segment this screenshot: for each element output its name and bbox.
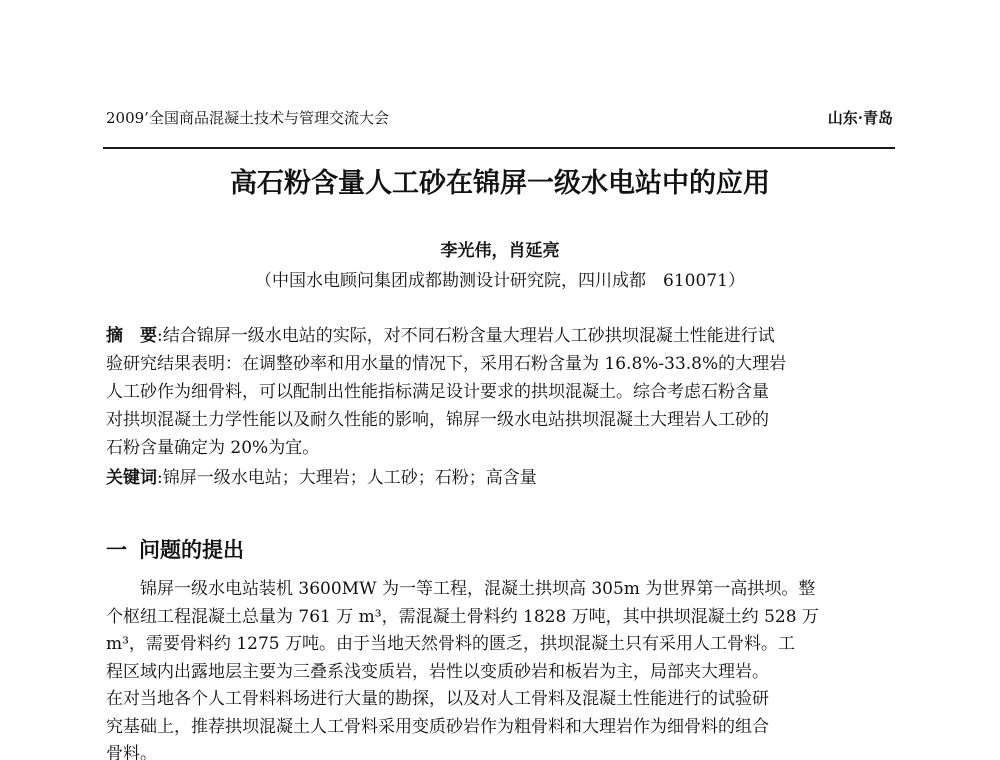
body-line: 个枢纽工程混凝土总量为 761 万 m³，需混凝土骨料约 1828 万吨，其中拱坝混凝土约 528 万: [106, 606, 819, 627]
section-title: 问题的提出: [139, 537, 244, 562]
keywords-text: :锦屏一级水电站；大理岩；人工砂；石粉；高含量: [157, 468, 537, 488]
paper-title: 高石粉含量人工砂在锦屏一级水电站中的应用: [230, 168, 770, 199]
abstract: [106, 322, 896, 462]
abstract-label: 摘 要: [106, 326, 157, 346]
section-heading: [106, 534, 244, 566]
conference-name: 2009’全国商品混凝土技术与管理交流大会: [106, 109, 389, 127]
keywords: [106, 464, 896, 492]
section-body: [106, 576, 896, 760]
body-line: 在对当地各个人工骨料料场进行大量的勘探，以及对人工骨料及混凝土性能进行的试验研: [106, 689, 769, 709]
header-rule: [103, 147, 895, 149]
abstract-line: 验研究结果表明：在调整砂率和用水量的情况下，采用石粉含量为 16.8%-33.8%的大理岩: [106, 354, 787, 374]
running-header: [103, 106, 893, 130]
section-number: 一: [106, 537, 127, 562]
conference-location: 山东·青岛: [827, 109, 893, 127]
body-line: 究基础上，推荐拱坝混凝土人工骨料采用变质砂岩作为粗骨料和大理岩作为细骨料的组合: [106, 716, 769, 737]
body-line: 程区域内出露地层主要为三叠系浅变质岩，岩性以变质砂岩和板岩为主，局部夹大理岩。: [106, 661, 769, 682]
abstract-line: 人工砂作为细骨料，可以配制出性能指标满足设计要求的拱坝混凝土。综合考虑石粉含量: [106, 382, 769, 402]
author-affiliation: （中国水电顾问集团成都勘测设计研究院，四川成都 610071）: [255, 271, 745, 291]
abstract-text: :结合锦屏一级水电站的实际，对不同石粉含量大理岩人工砂拱坝混凝土性能进行试: [157, 326, 775, 346]
body-line: 锦屏一级水电站装机 3600MW 为一等工程，混凝土拱坝高 305m 为世界第一高拱坝。整: [140, 579, 816, 599]
keywords-label: 关键词: [106, 468, 157, 488]
abstract-line: 对拱坝混凝土力学性能以及耐久性能的影响，锦屏一级水电站拱坝混凝土大理岩人工砂的: [106, 410, 769, 430]
body-line: 骨料。: [106, 744, 157, 760]
body-line: m³，需要骨料约 1275 万吨。由于当地天然骨料的匮乏，拱坝混凝土只有采用人工骨料。工: [106, 634, 796, 654]
abstract-line: 石粉含量确定为 20%为宜。: [106, 438, 320, 458]
paper-authors: 李光伟，肖延亮: [440, 241, 560, 261]
abstract-line: [106, 322, 896, 350]
